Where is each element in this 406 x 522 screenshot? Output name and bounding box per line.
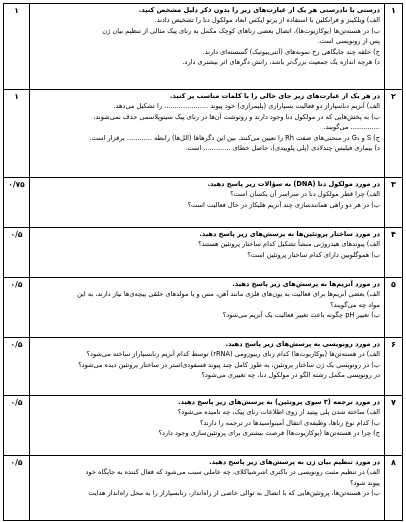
question-score: ۰/۵ xyxy=(4,278,30,337)
question-line: ب) در هسته‌تن‌ها، پروتئین‌هایی که با اتصال به توالی خاصی از راه‌انداز، رنابسپاراز را به محل راه‌انداز هدایت xyxy=(88,489,380,498)
question-heading: در مورد ساختار پروتئین‌ها به پرسش‌های زیر پاسخ دهید. xyxy=(199,230,380,238)
question-line: الف) ویلکینز و فرانکلین با استفاده از پرتو ایکس ابعاد مولکول دنا را تشخیص دادند. xyxy=(154,16,380,25)
question-line: د) هرچه اندازه یک جمعیت بزرگ‌تر باشد، رانش دگرهای اثر بیشتری دارد. xyxy=(182,57,380,66)
question-heading: در مورد مولکول دنا (DNA) به سؤالات زیر پاسخ دهید. xyxy=(207,180,380,188)
question-row-3 xyxy=(4,178,402,228)
question-heading: در مورد تنظیم بیان ژن به پرسش‌های زیر پاسخ دهید. xyxy=(209,458,380,466)
question-body xyxy=(32,229,380,277)
question-body xyxy=(32,179,380,227)
question-number: ۲ xyxy=(384,90,402,177)
exam-sheet xyxy=(3,3,403,521)
question-score: ۰/۵ xyxy=(4,228,30,277)
question-number: ۷ xyxy=(384,396,402,455)
question-body xyxy=(32,339,380,395)
question-line: .............. می‌گویند. xyxy=(323,123,380,132)
question-line: الف) چرا قطر مولکول دنا در سراسر آن یکسان است؟ xyxy=(230,190,380,199)
question-number: ۳ xyxy=(384,178,402,227)
question-score: ۰/۵ xyxy=(4,456,30,521)
question-heading: در مورد ترجمه (۳ سوی پروتئین) به پرسش‌های زیر پاسخ دهید. xyxy=(178,398,380,406)
question-line: ج) S و G₁ در منحنی‌های صفت Rh را تعیین می‌کنند. بین این دگرهاها (الل‌ها) رابطه ............ برقرار است. xyxy=(89,133,380,142)
question-score: ۰/۵ xyxy=(4,338,30,395)
question-row-1 xyxy=(4,4,402,90)
question-line: ب) تغییر pH چگونه باعث تغییر فعالیت یک آنزیم می‌شود؟ xyxy=(222,311,380,320)
question-score: ۰/۵ xyxy=(4,396,30,455)
question-line: ب) در رونویسی یک ژن ساختار پروتئین، به طور کامل چند پیوند فسفودی‌استر در ساختار پروتئین دیده می‌شود؟ xyxy=(78,360,380,369)
question-body xyxy=(32,457,380,521)
question-line: الف) پیوندهای هیدروژنی منشأ تشکیل کدام ساختار پروتئین هستند؟ xyxy=(198,240,380,249)
question-row-6 xyxy=(4,338,402,396)
question-line: ب) هموگلوبین دارای کدام ساختار پروتئین است؟ xyxy=(247,250,380,259)
question-line: الف) بعضی آنزیم‌ها برای فعالیت به یون‌های فلزی مانند آهن، مس و یا مولدهای حلقی پیچه‌ی‌ها نیاز دارند، به این xyxy=(77,290,380,299)
question-line: ب) کدام نوع رناها، وظیفه‌ی انتقال آمینواسیدها در ترجمه را دارند؟ xyxy=(199,418,380,427)
question-line: الف) ساخته شدن پلی پپتید از روی اطلاعات رنای پیک، چه نامیده می‌شود؟ xyxy=(177,408,380,417)
question-row-7 xyxy=(4,396,402,456)
question-line: پس از رونویسی است. xyxy=(317,37,380,46)
question-row-4 xyxy=(4,228,402,278)
question-body xyxy=(32,91,380,177)
question-score: ۱ xyxy=(4,90,30,177)
question-line: در رونویسی مکمل رشته الگو در مولکول دنا، چه تغییری می‌شود؟ xyxy=(201,371,380,380)
question-line: ج) حلقه چند جایگاهی رخ نمونه‌های (آنتی‌بیوتیک) گسسته‌ای دارند. xyxy=(202,47,380,56)
question-score: ۰/۷۵ xyxy=(4,178,30,227)
question-row-5 xyxy=(4,278,402,338)
question-line: ب) به پخش‌هایی که در مولکول دنا وجود دارند و رونوشت آن‌ها در رنای پیک سیتوپلاسمی حذف نمی‌شوند، xyxy=(93,112,380,121)
question-score: ۱ xyxy=(4,4,30,89)
question-heading: در هر یک از عبارت‌های زیر جای خالی را با کلمات مناسب پر کنید. xyxy=(169,92,380,100)
question-row-2 xyxy=(4,90,402,178)
question-number: ۵ xyxy=(384,278,402,337)
question-heading: در مورد رونویسی به پرسش‌های زیر پاسخ دهید. xyxy=(225,340,380,348)
question-heading: در مورد آنزیم‌ها به پرسش‌های زیر پاسخ دهید. xyxy=(232,280,380,288)
question-line: ب) در هر دو راهی همانندسازی چند آنزیم هلیکاز در حال فعالیت است؟ xyxy=(187,200,380,209)
question-heading: درستی یا نادرستی هر یک از عبارت‌های زیر را بدون ذکر دلیل مشخص کنید. xyxy=(138,6,380,14)
question-body xyxy=(32,397,380,455)
question-line: ب) در هسته‌تن‌ها (یوکاریوت‌ها)، اتصال بعضی رناهای کوچک مکمل به رنای پیک مثالی از تنظیم بیان ژن xyxy=(102,26,380,35)
question-body xyxy=(32,5,380,89)
question-line: الف) در هسته‌تن‌ها (یوکاریوت‌ها) کدام رنای ریبوزومی (rRNA) توسط کدام آنزیم رنابسپاراز ساخته می‌شود؟ xyxy=(86,350,380,359)
question-number: ۸ xyxy=(384,456,402,521)
question-number: ۴ xyxy=(384,228,402,277)
question-line: ج) چرا در هسته‌تن‌ها (یوکاریوت‌ها) فرصت بیشتری برای پروتئین‌سازی وجود دارد؟ xyxy=(158,429,380,438)
question-line: پیوند شود؟ xyxy=(350,478,380,487)
question-line: مواد چه می‌گویند؟ xyxy=(330,300,380,309)
question-number: ۶ xyxy=(384,338,402,395)
question-body xyxy=(32,279,380,337)
question-line: الف) در تنظیم مثبت رونویسی در باکتری اشرشیاکلای، چه عاملی سبب می‌شود که فعال کننده به جایگاه خود xyxy=(85,468,380,477)
question-row-8 xyxy=(4,456,402,521)
question-line: د) بیماری فیلیس چندلادی (پلی پلوییدی)، حاصل خطای ............. است. xyxy=(185,143,380,152)
question-number: ۱ xyxy=(384,4,402,89)
question-line: الف) آنزیم دناسپاراز دو فعالیت بسپارازی (پلیمرازی) خود پیوند ..................... را تشکیل می‌دهد. xyxy=(113,102,380,111)
